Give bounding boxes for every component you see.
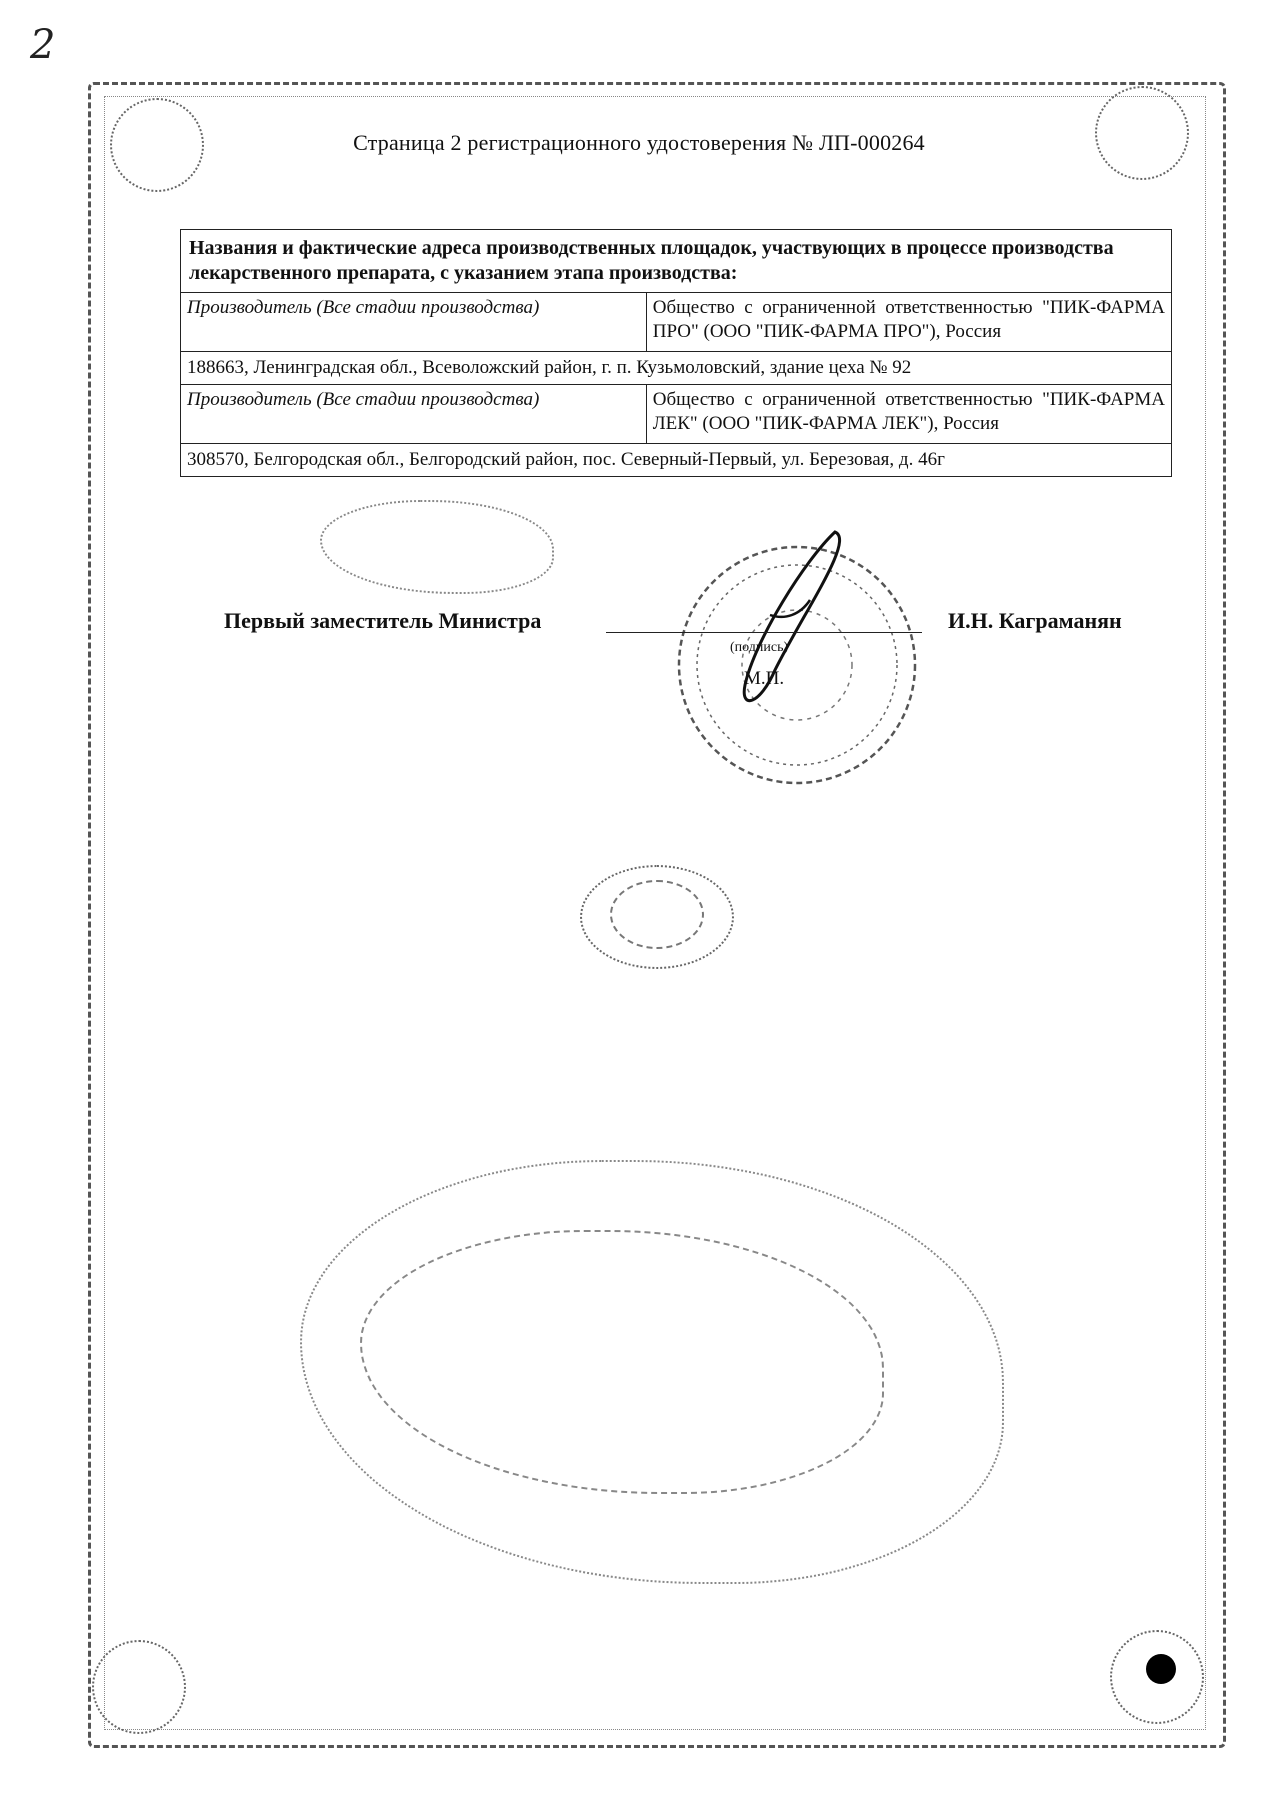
corner-ornament-bottom-left [92,1640,186,1734]
signer-position: Первый заместитель Министра [224,608,542,633]
ink-dot [1146,1654,1176,1684]
table-row [181,384,1172,443]
table-heading-row [181,230,1172,293]
page-header: Страница 2 регистрационного удостоверения № ЛП-000264 [353,130,925,155]
site-address: 188663, Ленинградская обл., Всеволожский район, г. п. Кузьмоловский, здание цеха № 92 [181,352,1172,385]
signature-block [0,608,1278,648]
site-company: Общество с ограниченной ответственностью "ПИК-ФАРМА ПРО" (ООО "ПИК-ФАРМА ПРО"), Россия [646,293,1171,352]
table-heading: Названия и фактические адреса производственных площадок, участвующих в процессе производства лекарственного препарата, с указанием этапа производства: [181,230,1172,293]
table-row [181,443,1172,476]
signature-line [606,632,922,633]
site-address: 308570, Белгородская обл., Белгородский район, пос. Северный-Первый, ул. Березовая, д. 46г [181,443,1172,476]
site-role: Производитель (Все стадии производства) [181,384,647,443]
site-company: Общество с ограниченной ответственностью "ПИК-ФАРМА ЛЕК" (ООО "ПИК-ФАРМА ЛЕК"), Россия [646,384,1171,443]
signature-caption: (подпись) [730,640,789,655]
table-row [181,352,1172,385]
stamp-label: М.П. [744,668,785,689]
table-row [181,293,1172,352]
guilloche-rosette-inner [610,880,704,949]
production-sites-table [180,229,1172,477]
page-number: 2 [30,22,56,68]
site-role: Производитель (Все стадии производства) [181,293,647,352]
signer-name: И.Н. Каграманян [948,608,1122,633]
